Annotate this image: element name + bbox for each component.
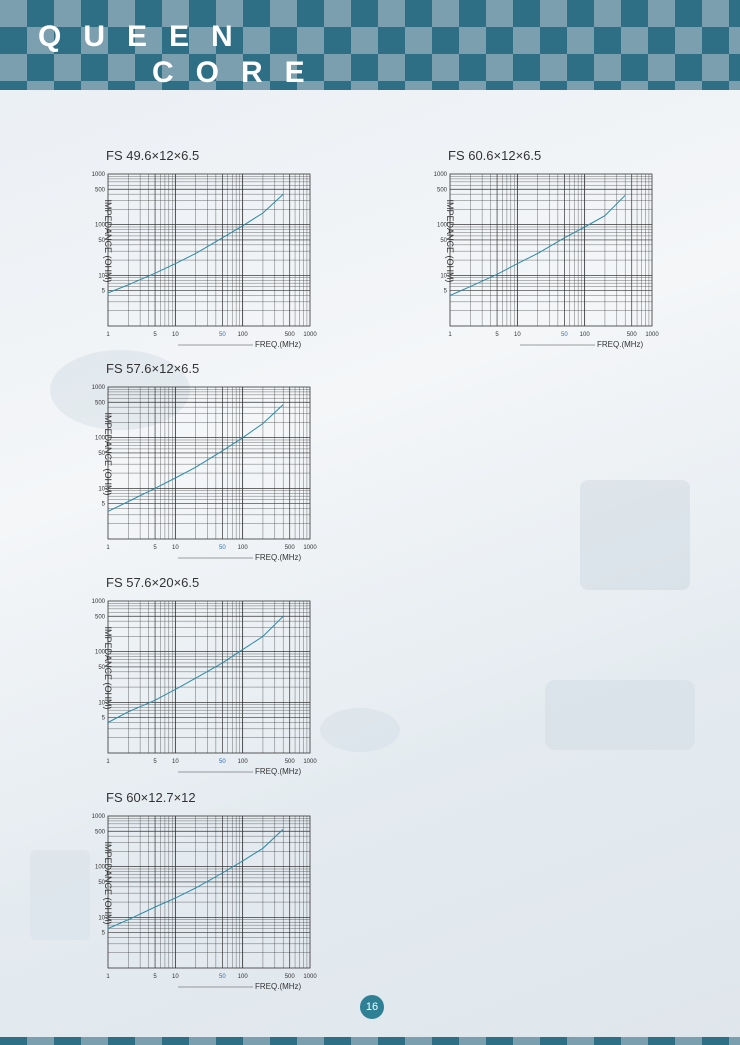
- x-tick-label: 10: [171, 759, 179, 765]
- y-tick-label: 1000: [433, 172, 447, 178]
- y-axis-label: IMPEDANCE (OHM): [103, 412, 113, 496]
- x-tick-label: 1: [106, 545, 110, 551]
- x-tick-label: 50: [561, 332, 568, 338]
- x-tick-label: 5: [495, 332, 499, 338]
- chart-fs-57-6-20: [90, 575, 410, 780]
- x-tick-label: 1: [106, 332, 110, 338]
- x-tick-label: 100: [237, 974, 248, 980]
- y-tick-label: 50: [440, 237, 447, 244]
- y-tick-label: 1000: [91, 814, 105, 820]
- chart-title: FS 60.6×12×6.5: [448, 148, 542, 163]
- brand-queen: QUEEN: [38, 20, 255, 53]
- x-axis-label: FREQ.(MHz): [255, 553, 302, 562]
- y-tick-label: 5: [101, 501, 105, 508]
- x-tick-label: 1000: [303, 545, 317, 551]
- x-tick-label: 1000: [303, 332, 317, 338]
- y-tick-label: 500: [94, 187, 105, 194]
- y-tick-label: 50: [98, 664, 105, 671]
- chart-plot: [90, 148, 410, 353]
- chart-fs-60-6: [432, 148, 740, 353]
- plot-frame: [108, 387, 310, 539]
- x-tick-label: 1: [448, 332, 452, 338]
- x-tick-label: 500: [284, 974, 295, 980]
- y-axis-label: IMPEDANCE (OHM): [103, 199, 113, 283]
- chart-title: FS 49.6×12×6.5: [106, 148, 200, 163]
- x-tick-label: 5: [153, 332, 157, 338]
- y-tick-label: 500: [436, 187, 447, 194]
- x-tick-label: 500: [284, 759, 295, 765]
- y-axis-label: IMPEDANCE (OHM): [103, 626, 113, 710]
- x-tick-label: 10: [171, 332, 179, 338]
- x-tick-label: 1000: [303, 759, 317, 765]
- x-tick-label: 500: [284, 545, 295, 551]
- chart-title: FS 57.6×12×6.5: [106, 361, 200, 376]
- x-tick-label: 50: [219, 759, 226, 765]
- y-tick-label: 100: [94, 864, 105, 871]
- x-tick-label: 500: [284, 332, 295, 338]
- chart-plot: [90, 361, 410, 566]
- y-tick-label: 10: [98, 700, 105, 707]
- x-tick-label: 1: [106, 974, 110, 980]
- y-tick-label: 1000: [91, 599, 105, 605]
- y-tick-label: 500: [94, 829, 105, 836]
- page-number-badge: 16: [360, 995, 384, 1019]
- x-tick-label: 1000: [303, 974, 317, 980]
- x-tick-label: 100: [237, 545, 248, 551]
- y-tick-label: 5: [443, 288, 447, 295]
- y-tick-label: 100: [94, 649, 105, 656]
- x-tick-label: 10: [513, 332, 521, 338]
- x-tick-label: 100: [579, 332, 590, 338]
- y-tick-label: 10: [440, 273, 447, 280]
- header-banner: [0, 0, 740, 90]
- chart-fs-57-6-12: [90, 361, 410, 566]
- y-tick-label: 10: [98, 486, 105, 493]
- chart-fs-60-12-7: [90, 790, 410, 995]
- x-tick-label: 5: [153, 545, 157, 551]
- y-tick-label: 50: [98, 879, 105, 886]
- y-tick-label: 10: [98, 273, 105, 280]
- footer-band: [0, 1037, 740, 1045]
- y-tick-label: 10: [98, 915, 105, 922]
- y-tick-label: 5: [101, 288, 105, 295]
- x-tick-label: 100: [237, 332, 248, 338]
- y-tick-label: 1000: [91, 385, 105, 391]
- chart-fs-49-6: [90, 148, 410, 353]
- brand-core: CORE: [152, 56, 327, 89]
- y-tick-label: 500: [94, 400, 105, 407]
- x-tick-label: 10: [171, 974, 179, 980]
- x-axis-label: FREQ.(MHz): [255, 982, 302, 991]
- y-tick-label: 100: [94, 222, 105, 229]
- y-axis-label: IMPEDANCE (OHM): [103, 841, 113, 925]
- x-tick-label: 100: [237, 759, 248, 765]
- y-tick-label: 500: [94, 614, 105, 621]
- x-axis-label: FREQ.(MHz): [255, 340, 302, 349]
- chart-title: FS 60×12.7×12: [106, 790, 196, 805]
- x-tick-label: 1000: [645, 332, 659, 338]
- x-tick-label: 50: [219, 332, 226, 338]
- y-tick-label: 100: [436, 222, 447, 229]
- x-tick-label: 1: [106, 759, 110, 765]
- chart-title: FS 57.6×20×6.5: [106, 575, 200, 590]
- plot-frame: [450, 174, 652, 326]
- y-axis-label: IMPEDANCE (OHM): [445, 199, 455, 283]
- x-tick-label: 500: [626, 332, 637, 338]
- plot-frame: [108, 601, 310, 753]
- y-tick-label: 50: [98, 237, 105, 244]
- y-tick-label: 100: [94, 435, 105, 442]
- x-tick-label: 5: [153, 974, 157, 980]
- x-tick-label: 10: [171, 545, 179, 551]
- chart-plot: [90, 790, 410, 995]
- x-axis-label: FREQ.(MHz): [255, 767, 302, 776]
- x-tick-label: 50: [219, 974, 226, 980]
- plot-frame: [108, 816, 310, 968]
- x-axis-label: FREQ.(MHz): [597, 340, 644, 349]
- y-tick-label: 5: [101, 930, 105, 937]
- chart-plot: [90, 575, 410, 780]
- x-tick-label: 5: [153, 759, 157, 765]
- y-tick-label: 5: [101, 715, 105, 722]
- y-tick-label: 50: [98, 450, 105, 457]
- chart-plot: [432, 148, 740, 353]
- y-tick-label: 1000: [91, 172, 105, 178]
- x-tick-label: 50: [219, 545, 226, 551]
